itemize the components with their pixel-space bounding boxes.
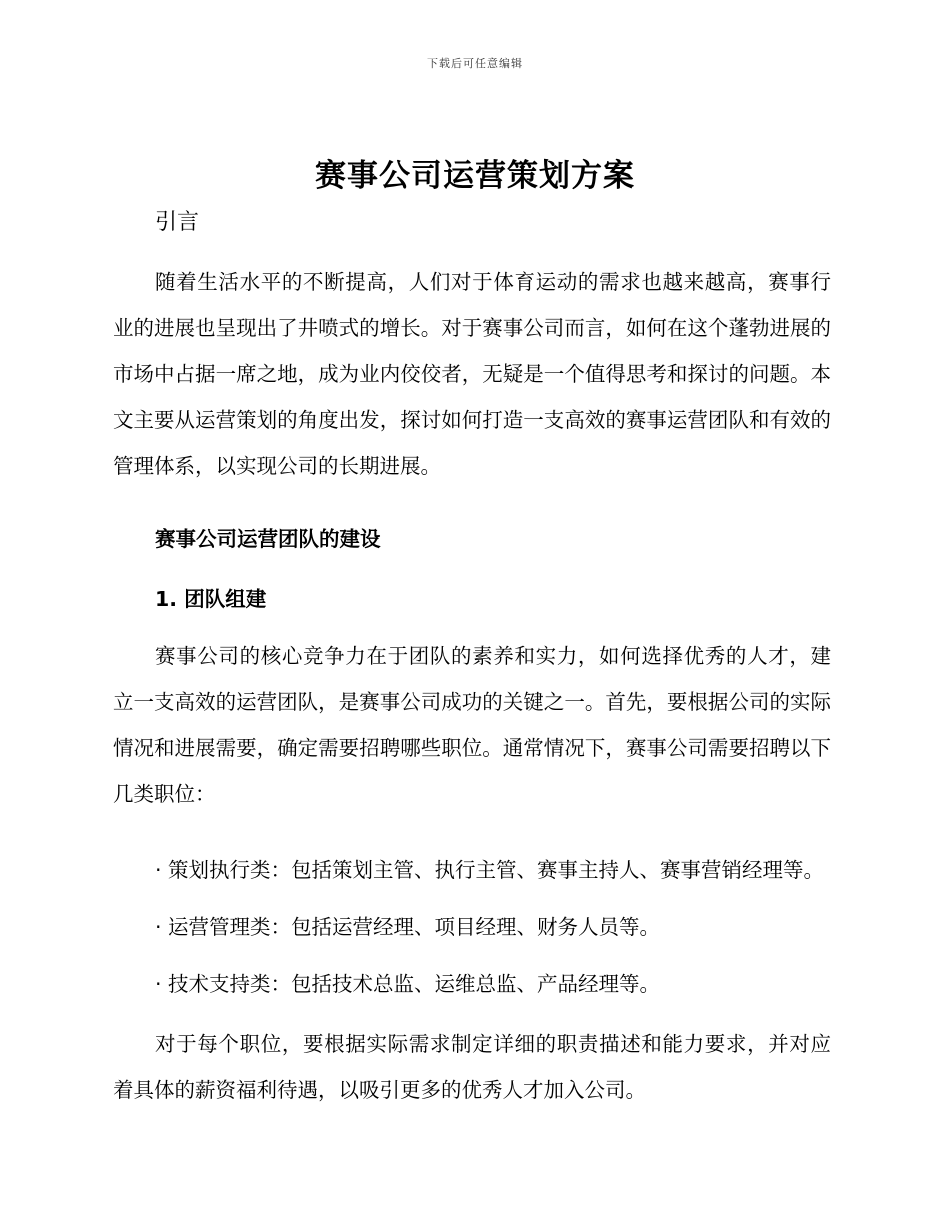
intro-paragraph: 随着生活水平的不断提高，人们对于体育运动的需求也越来越高，赛事行业的进展也呈现出了井喷式的增长。对于赛事公司而言，如何在这个蓬勃进展的市场中占据一席之地，成为业内佼佼者，无疑是一个值得思考和探讨的问题。本文主要从运营策划的角度出发，探讨如何打造一支高效的赛事运营团队和有效的管理体系，以实现公司的长期进展。 (113, 270, 831, 478)
team-paragraph: 赛事公司的核心竞争力在于团队的素养和实力，如何选择优秀的人才，建立一支高效的运营团队，是赛事公司成功的关键之一。首先，要根据公司的实际情况和进展需要，确定需要招聘哪些职位。通常情况下，赛事公司需要招聘以下几类职位： (113, 644, 831, 806)
header-note: 下载后可任意编辑 (427, 57, 523, 70)
document-title: 赛事公司运营策划方案 (315, 158, 635, 194)
closing-paragraph: 对于每个职位，要根据实际需求制定详细的职责描述和能力要求，并对应着具体的薪资福利待遇，以吸引更多的优秀人才加入公司。 (113, 1032, 831, 1102)
subsection-heading: 1. 团队组建 (155, 587, 267, 611)
bullet-item: · 运营管理类：包括运营经理、项目经理、财务人员等。 (155, 915, 661, 939)
document-body (113, 203, 831, 1113)
bullet-item: · 策划执行类：包括策划主管、执行主管、赛事主持人、赛事营销经理等。 (155, 858, 825, 882)
section-heading: 赛事公司运营团队的建设 (155, 527, 381, 551)
bullet-item: · 技术支持类：包括技术总监、运维总监、产品经理等。 (155, 972, 661, 996)
intro-heading: 引言 (155, 210, 200, 235)
